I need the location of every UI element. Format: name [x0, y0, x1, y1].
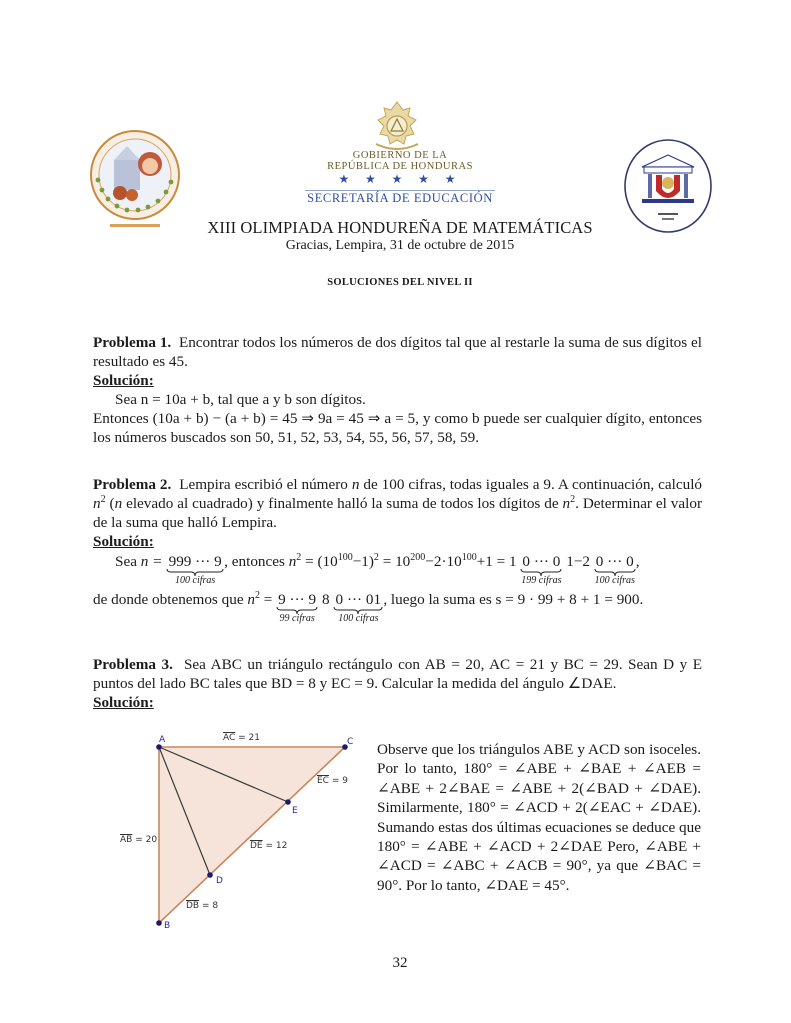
math: = (10 — [305, 553, 338, 570]
problem-2-solution-line-1: Sea n = 999 ··· 9 100 cifras , entonces $n^2 = (10^{100}-1)^2 = 10^{200}-2\cdot 10^{100}+1 = 1$ 0 ··· 0 199 cifras 1−2 0 ··· 0 100 cifras , — [115, 551, 640, 586]
point-label-b: B — [164, 921, 171, 931]
problem-1-solution-line-2: Entonces (10a + b) − (a + b) = 45 ⇒ 9a = 45 ⇒ a = 5, y como b puede ser cualquier dígito, entonces los números buscados son 50, 51, 52, 53, 54, 55, 56, 57, 58, 59. — [93, 410, 702, 446]
problem-1-text: Encontrar todos los números de dos dígitos tal que al restarle la suma de sus dígitos el resultado es 45. — [93, 334, 702, 370]
triangle-figure — [110, 730, 360, 940]
math: = 10 — [382, 553, 411, 570]
segment-name: $\overline{AC}$ — [223, 733, 236, 743]
problem-2-text-c: ( — [109, 495, 115, 512]
underbrace-label: 100 cifras — [175, 575, 216, 586]
problem-2-solution-label: Solución: — [93, 533, 154, 550]
problem-2-text-d: elevado al cuadrado) y finalmente halló la suma de todos los dígitos de — [126, 495, 559, 512]
segment-value: = 8 — [199, 901, 219, 911]
segment-name: $\overline{DE}$ — [250, 841, 263, 851]
problem-3-solution-text: Observe que los triángulos ABE y ACD son isoceles. Por lo tanto, 180° = ∠ABE + ∠BAE + ∠AEB = ∠ABE + 2∠BAE = ∠ABE + 2(∠BAD + ∠DAE). Similarmente, 180° = ∠ACD + 2(∠EAC + ∠DAE). Sumando estas dos últimas ecuaciones se deduce que 180° = ∠ABE + ∠ACD + 2∠DAE Pero, ∠ABE + ∠ACD = ∠ABC + ∠ACB = 90°, ya que ∠BAC = 90°. Por lo tanto, ∠DAE = 45°. — [377, 741, 701, 894]
problem-3-statement — [93, 655, 702, 693]
math: +1 = 1 — [476, 553, 517, 570]
problem-1-statement — [93, 333, 702, 371]
five-stars-icon: ★ ★ ★ ★ ★ — [338, 172, 462, 186]
math: 999 ··· 9 — [168, 553, 222, 570]
segment-name: $\overline{EC}$ — [317, 776, 329, 786]
text: , — [635, 553, 640, 570]
segment-value: = 12 — [262, 841, 288, 851]
government-line-1: GOBIERNO DE LA — [352, 150, 448, 161]
problem-2-solution-line-2: de donde obtenemos que $n^2$ = 9 ··· 9 99 cifras 8 0 ··· 01 100 cifras , luego la suma es s = 9 · 99 + 8 + 1 = 900. — [93, 589, 644, 624]
math: 100 — [337, 551, 353, 563]
math: 0 ··· 0 — [522, 553, 561, 570]
segment-value: = 9 — [328, 776, 348, 786]
segment-label-ec — [317, 776, 348, 786]
page-subtitle: Gracias, Lempira, 31 de octubre de 2015 — [285, 238, 515, 253]
point-label-e: E — [292, 806, 298, 816]
honduras-coat-of-arms-icon — [362, 100, 432, 152]
math: 2 — [296, 551, 302, 563]
problem-2-text-b: de 100 cifras, todas iguales a 9. A continuación, calculó — [363, 476, 703, 493]
problem-1-label: Problema 1. — [93, 334, 172, 351]
problem-1-solution-label: Solución: — [93, 372, 154, 389]
segment-value: = 20 — [132, 835, 158, 845]
text: , entonces — [224, 553, 285, 570]
page-number: 32 — [392, 955, 408, 971]
math: 8 — [321, 591, 330, 608]
problem-2-statement: Problema 2. Lempira escribió el número n de 100 cifras, todas iguales a 9. A continuación, calculó $n^2$ (n elevado al cuadrado) y finalmente halló la suma de todos los dígitos de $n^2$. Determinar el valor de la suma que halló Lempira. — [93, 476, 703, 531]
problem-3-solution-label: Solución: — [93, 694, 154, 711]
page-title: XIII OLIMPIADA HONDUREÑA DE MATEMÁTICAS — [207, 218, 593, 237]
text: de donde obtenemos que — [93, 591, 244, 608]
point-label-c: C — [347, 737, 354, 747]
government-line-2: REPÚBLICA DE HONDURAS — [327, 161, 473, 172]
underbrace-100-zeros — [594, 552, 636, 586]
math: 0 ··· 0 — [595, 553, 634, 570]
problem-2-text-e: . Determinar el valor de la suma que halló Lempira. — [93, 495, 702, 531]
math: 200 — [410, 551, 426, 563]
problem-2 — [93, 475, 702, 551]
problem-3-text: Sea ABC un triángulo rectángulo con AB = 20, AC = 21 y BC = 29. Sean D y E puntos del lado BC tales que BD = 8 y EC = 9. Calcular la medida del ángulo ∠DAE. — [93, 656, 702, 692]
segment-label-de — [250, 841, 287, 851]
problem-1 — [93, 333, 702, 447]
problem-2-text-a: Lempira escribió el número — [179, 476, 348, 493]
problem-3 — [93, 655, 702, 712]
math: −2·10 — [425, 553, 462, 570]
text: Sea — [115, 553, 137, 570]
underbrace-label: 199 cifras — [521, 575, 562, 586]
math: 9 ··· 9 — [278, 591, 317, 608]
segment-label-db — [186, 901, 218, 911]
text: , luego la suma es s = 9 · 99 + 8 + 1 = 900. — [383, 591, 644, 608]
section-heading: SOLUCIONES DEL NIVEL II — [327, 277, 473, 288]
underbrace-99-nines — [276, 590, 318, 624]
problem-2-label: Problema 2. — [93, 476, 172, 493]
underbrace-100-nines — [166, 552, 224, 586]
math: 2 — [254, 589, 260, 601]
problem-1-solution-line-1: Sea n = 10a + b, tal que a y b son dígitos. — [115, 391, 366, 408]
segment-name: $\overline{AB}$ — [120, 835, 133, 845]
underbrace-label: 99 cifras — [279, 613, 315, 624]
segment-value: = 21 — [235, 733, 261, 743]
math: −1) — [352, 553, 374, 570]
math: n = — [140, 553, 163, 570]
point-label-d: D — [216, 876, 223, 886]
underbrace-199-zeros — [520, 552, 562, 586]
ministry-name: SECRETARÍA DE EDUCACIÓN — [307, 191, 493, 205]
segment-label-ab — [120, 835, 157, 845]
problem-3-label: Problema 3. — [93, 656, 173, 673]
math: 100 — [461, 551, 477, 563]
segment-label-ac — [223, 733, 260, 743]
underbrace-label: 100 cifras — [594, 575, 635, 586]
underbrace-label: 100 cifras — [338, 613, 379, 624]
math: 2 — [373, 551, 379, 563]
segment-name: $\overline{DB}$ — [186, 901, 200, 911]
point-label-a: A — [159, 735, 166, 745]
underbrace-100-zeros-one — [333, 590, 383, 624]
math: 1−2 — [566, 553, 590, 570]
math: 0 ··· 01 — [335, 591, 382, 608]
